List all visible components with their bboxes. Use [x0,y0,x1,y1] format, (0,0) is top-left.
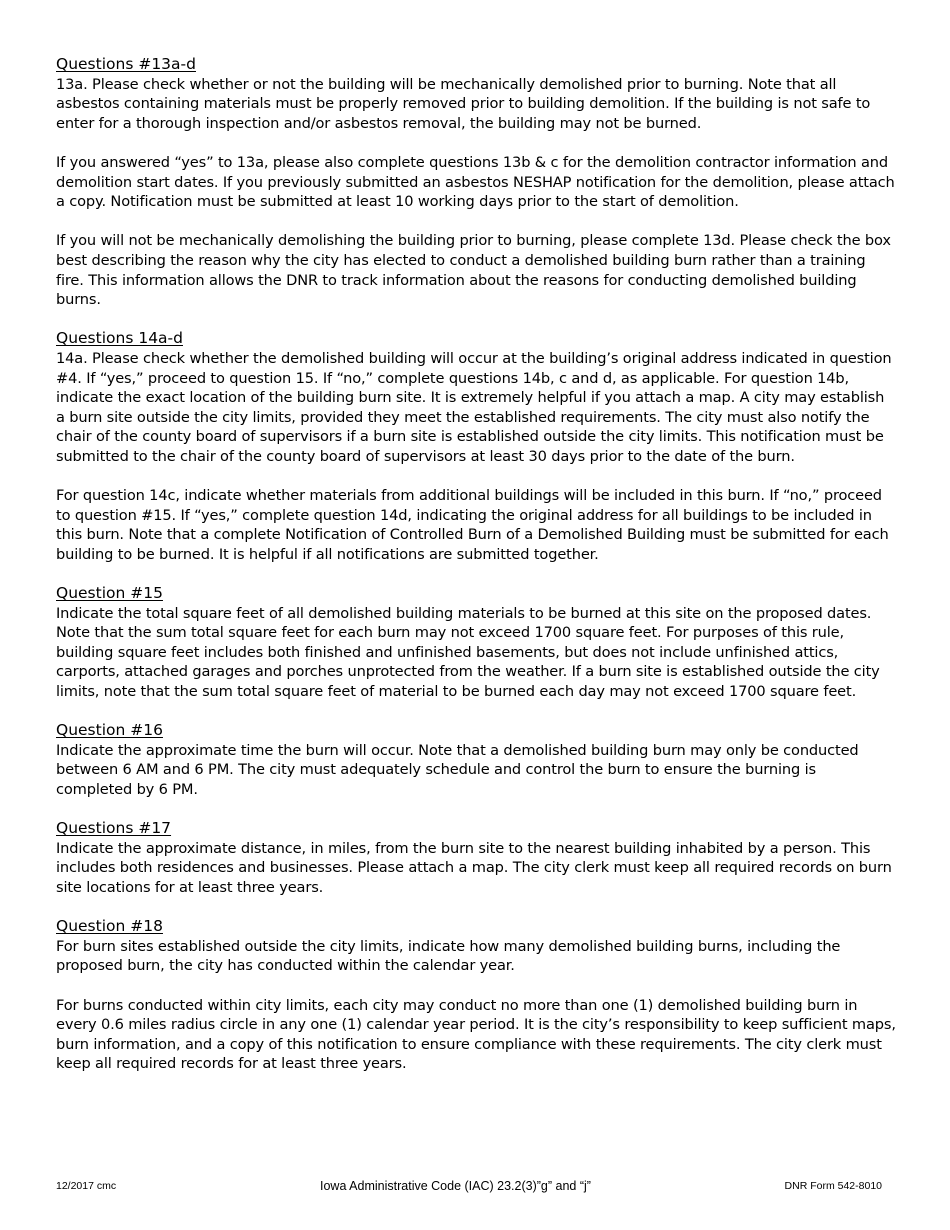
footer-citation: Iowa Administrative Code (IAC) 23.2(3)”g” and “j” [320,1179,591,1193]
section-question-18 [56,917,896,1074]
section-heading: Question #18 [56,917,163,936]
paragraph: 14a. Please check whether the demolished building will occur at the building’s original address indicated in question #4. If “yes,” proceed to question 15. If “no,” complete questions 14b, c and d, as applicable. For question 14b, indicate the exact location of the building burn site. It is extremely helpful if you attach a map. A city may establish a burn site outside the city limits, provided they meet the established requirements. The city must also notify the chair of the county board of supervisors if a burn site is established outside the city limits. This notification must be submitted to the chair of the county board of supervisors at least 30 days prior to the date of the burn. [56,349,892,465]
paragraph: If you answered “yes” to 13a, please also complete questions 13b & c for the demolition contractor information and demolition start dates. If you previously submitted an asbestos NESHAP notification for the demolition, please attach a copy. Notification must be submitted at least 10 working days prior to the start of demolition. [56,153,895,211]
section-questions-17 [56,819,896,897]
section-questions-14 [56,329,896,564]
paragraph: Indicate the approximate time the burn will occur. Note that a demolished building burn may only be conducted between 6 AM and 6 PM. The city must adequately schedule and control the burn to ensure the burning is completed by 6 PM. [56,741,859,798]
section-questions-13 [56,55,896,310]
section-question-15 [56,584,896,702]
document-body [56,55,896,1074]
paragraph: Indicate the total square feet of all demolished building materials to be burned at this site on the proposed dates. Note that the sum total square feet for each burn may not exceed 1700 square feet. For purposes of this rule, building square feet includes both finished and unfinished basements, but does not include unfinished attics, carports, attached garages and porches unprotected from the weather. If a burn site is established outside the city limits, note that the sum total square feet of material to be burned each day may not exceed 1700 square feet. [56,604,880,700]
paragraph: For burns conducted within city limits, each city may conduct no more than one (1) demolished building burn in every 0.6 miles radius circle in any one (1) calendar year period. It is the city’s responsibility to keep sufficient maps, burn information, and a copy of this notification to ensure compliance with these requirements. The city clerk must keep all required records for at least three years. [56,996,896,1073]
section-heading: Question #16 [56,721,163,740]
section-heading: Questions #13a-d [56,55,196,73]
section-heading: Questions #17 [56,819,172,838]
footer-form-number: DNR Form 542-8010 [784,1180,882,1192]
footer-date: 12/2017 cmc [56,1180,117,1192]
section-heading: Questions 14a-d [56,329,183,348]
section-question-16 [56,721,896,799]
paragraph: 13a. Please check whether or not the building will be mechanically demolished prior to burning. Note that all asbestos containing materials must be properly removed prior to building demolition. If the building is not safe to enter for a thorough inspection and/or asbestos removal, the building may not be burned. [56,75,871,132]
page-footer [56,1180,882,1196]
paragraph: Indicate the approximate distance, in miles, from the burn site to the nearest building inhabited by a person. This includes both residences and businesses. Please attach a map. The city clerk must keep all required records on burn site locations for at least three years. [56,839,892,896]
paragraph: If you will not be mechanically demolishing the building prior to burning, please complete 13d. Please check the box best describing the reason why the city has elected to conduct a demolished building burn rather than a training fire. This information allows the DNR to track information about the reasons for conducting demolished building burns. [56,232,891,309]
section-heading: Question #15 [56,584,163,603]
paragraph: For question 14c, indicate whether materials from additional buildings will be included in this burn. If “no,” proceed to question #15. If “yes,” complete question 14d, indicating the original address for all buildings to be included in this burn. Note that a complete Notification of Controlled Burn of a Demolished Building must be submitted for each building to be burned. It is helpful if all notifications are submitted together. [56,487,889,563]
paragraph: For burn sites established outside the city limits, indicate how many demolished building burns, including the proposed burn, the city has conducted within the calendar year. [56,937,841,975]
